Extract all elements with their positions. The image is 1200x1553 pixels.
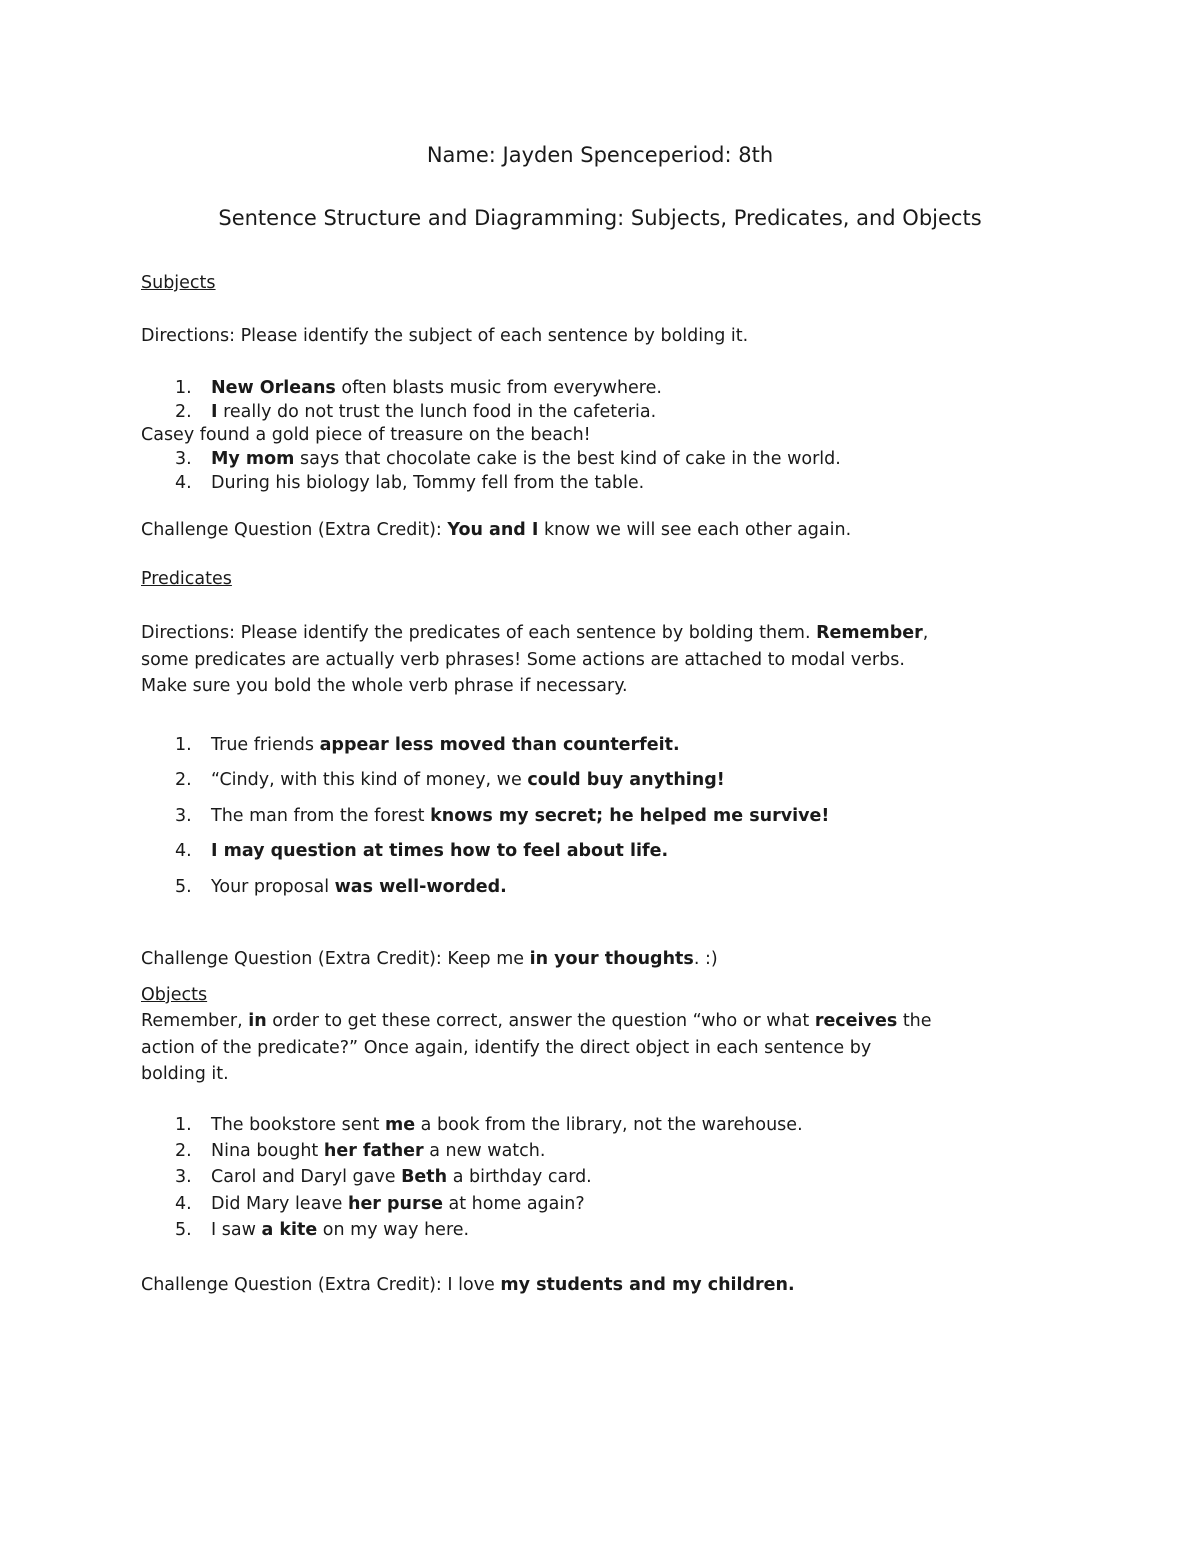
item-text: a book from the library, not the warehouse. (415, 1115, 803, 1135)
predicates-item (211, 806, 829, 826)
predicate-bold: could buy anything! (527, 770, 725, 790)
objects-item (211, 1167, 592, 1187)
object-bold: a kite (261, 1220, 318, 1240)
predicates-item (211, 841, 668, 861)
subjects-item (211, 378, 662, 398)
subjects-item-number: 2. (175, 402, 192, 422)
directions-text: order to get these correct, answer the question “who or what (266, 1011, 815, 1031)
subjects-heading: Subjects (141, 273, 216, 293)
subjects-item (211, 473, 644, 493)
challenge-bold: my students and my children. (500, 1275, 795, 1295)
directions-text: the (897, 1011, 932, 1031)
challenge-bold: in your thoughts (529, 949, 694, 969)
predicates-heading: Predicates (141, 569, 232, 589)
subjects-challenge (141, 517, 851, 543)
predicate-bold: knows my secret; he helped me survive! (430, 806, 830, 826)
objects-directions-line2: action of the predicate?” Once again, identify the direct object in each sentence by (141, 1038, 872, 1058)
predicates-directions-line2: some predicates are actually verb phrases! Some actions are attached to modal verbs. (141, 650, 905, 670)
object-bold: her purse (347, 1194, 443, 1214)
item-text: at home again? (442, 1194, 585, 1214)
item-text: The man from the forest (211, 806, 431, 826)
objects-directions-line3: bolding it. (141, 1064, 229, 1084)
item-text: I saw (211, 1220, 262, 1240)
item-text: a birthday card. (447, 1167, 592, 1187)
predicates-directions-line1 (141, 620, 928, 646)
object-bold: her father (323, 1141, 424, 1161)
item-text: Nina bought (211, 1141, 324, 1161)
objects-item (211, 1194, 585, 1214)
predicate-bold: I may question at times how to feel about life. (211, 841, 669, 861)
item-text: says that chocolate cake is the best kind of cake in the world. (294, 449, 841, 469)
item-text: The bookstore sent (211, 1115, 385, 1135)
item-text: True friends (211, 735, 320, 755)
objects-challenge (141, 1272, 795, 1298)
objects-item-number: 3. (175, 1167, 192, 1187)
subjects-item (211, 449, 841, 469)
challenge-rest: . :) (693, 949, 718, 969)
directions-text: Directions: Please identify the predicates of each sentence by bolding them. (141, 623, 817, 643)
item-text: Carol and Daryl gave (211, 1167, 402, 1187)
challenge-prefix: Challenge Question (Extra Credit): Keep me (141, 949, 530, 969)
predicates-item-number: 2. (175, 770, 192, 790)
predicates-directions-line3: Make sure you bold the whole verb phrase if necessary. (141, 676, 628, 696)
predicates-challenge (141, 946, 718, 972)
item-text: a new watch. (423, 1141, 546, 1161)
predicates-item (211, 735, 680, 755)
objects-directions-line1 (141, 1008, 932, 1034)
item-text: “Cindy, with this kind of money, we (211, 770, 528, 790)
subjects-directions: Directions: Please identify the subject of each sentence by bolding it. (141, 326, 749, 346)
challenge-bold: You and I (447, 520, 539, 540)
subject-bold: My mom (211, 449, 295, 469)
directions-text: , (922, 623, 929, 643)
objects-item (211, 1115, 803, 1135)
directions-text: Remember, (141, 1011, 249, 1031)
objects-item-number: 4. (175, 1194, 192, 1214)
directions-bold: receives (814, 1011, 898, 1031)
item-text: really do not trust the lunch food in the cafeteria. (217, 402, 657, 422)
directions-bold: Remember (816, 623, 923, 643)
challenge-prefix: Challenge Question (Extra Credit): I love (141, 1275, 501, 1295)
item-text: often blasts music from everywhere. (335, 378, 662, 398)
object-bold: me (385, 1115, 416, 1135)
predicates-item-number: 1. (175, 735, 192, 755)
predicate-bold: appear less moved than counterfeit. (319, 735, 680, 755)
item-text: on my way here. (317, 1220, 470, 1240)
challenge-prefix: Challenge Question (Extra Credit): (141, 520, 448, 540)
objects-item-number: 5. (175, 1220, 192, 1240)
item-text: Your proposal (211, 877, 335, 897)
subjects-item-number: 4. (175, 473, 192, 493)
objects-item-number: 1. (175, 1115, 192, 1135)
document-title: Sentence Structure and Diagramming: Subjects, Predicates, and Objects (218, 206, 982, 230)
item-text: Did Mary leave (211, 1194, 348, 1214)
subject-bold: New Orleans (211, 378, 336, 398)
subjects-item-number: 3. (175, 449, 192, 469)
item-text: During his biology lab, Tommy fell from the table. (211, 473, 645, 493)
objects-item (211, 1141, 545, 1161)
predicates-item-number: 5. (175, 877, 192, 897)
predicates-item (211, 877, 507, 897)
objects-heading: Objects (141, 985, 208, 1005)
item-text: Casey found a gold piece of treasure on the beach! (141, 425, 591, 445)
predicate-bold: was well-worded. (334, 877, 507, 897)
subjects-item-number: 1. (175, 378, 192, 398)
subjects-item (211, 402, 656, 422)
subject-bold: I (211, 402, 218, 422)
subjects-unnumbered-item (141, 425, 591, 445)
name-line: Name: Jayden Spenceperiod: 8th (426, 143, 774, 167)
challenge-rest: know we will see each other again. (538, 520, 852, 540)
predicates-item (211, 770, 725, 790)
predicates-item-number: 3. (175, 806, 192, 826)
predicates-item-number: 4. (175, 841, 192, 861)
objects-item (211, 1220, 469, 1240)
objects-item-number: 2. (175, 1141, 192, 1161)
object-bold: Beth (401, 1167, 448, 1187)
directions-bold: in (248, 1011, 267, 1031)
